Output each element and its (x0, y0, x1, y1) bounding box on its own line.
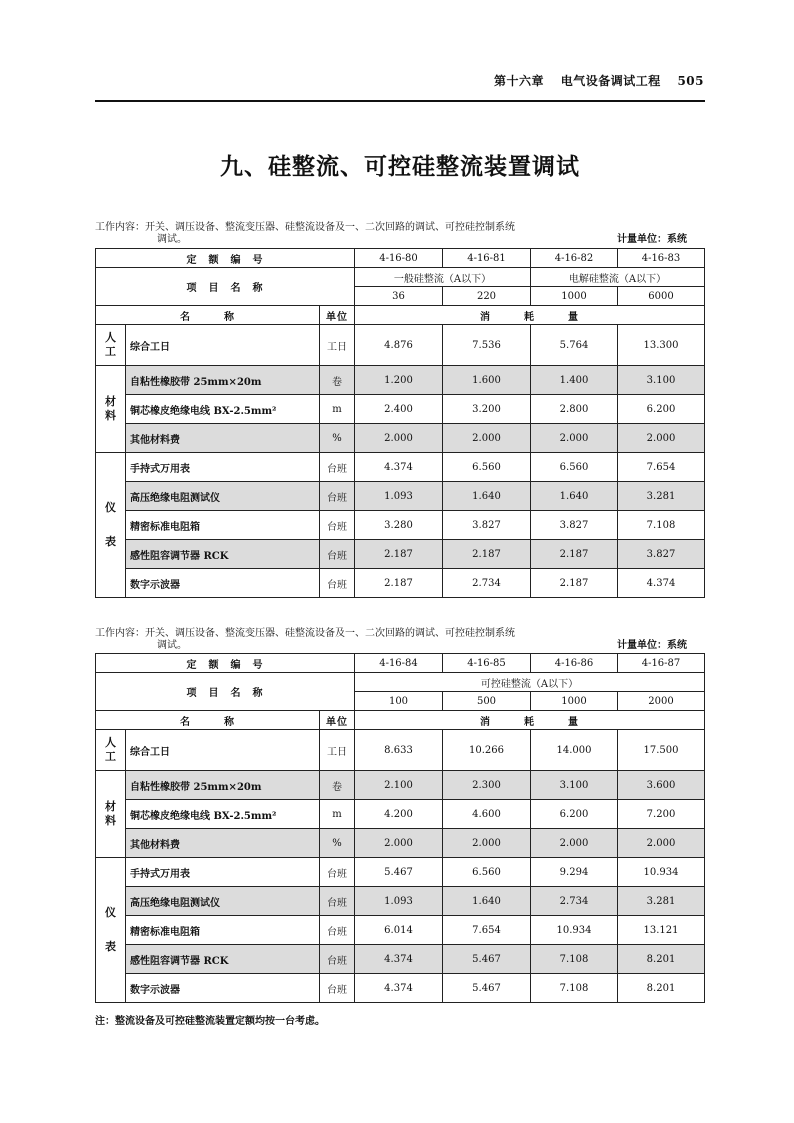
code-cell: 4-16-85 (443, 654, 531, 673)
work-content-2 (95, 628, 705, 652)
group-row (96, 268, 705, 287)
consumption-header: 消 耗 量 (355, 306, 705, 325)
row-unit: 台班 (320, 569, 355, 598)
row-name: 手持式万用表 (126, 453, 320, 482)
sub-cell: 100 (355, 692, 443, 711)
row-value: 3.100 (531, 771, 618, 800)
row-value: 2.187 (443, 540, 531, 569)
row-value: 5.467 (355, 858, 443, 887)
row-unit: 卷 (320, 366, 355, 395)
sub-cell: 2000 (618, 692, 705, 711)
code-cell: 4-16-82 (531, 249, 618, 268)
row-unit: 台班 (320, 974, 355, 1003)
group-header: 电解硅整流（A以下） (531, 268, 705, 287)
code-cell: 4-16-84 (355, 654, 443, 673)
row-value: 5.467 (443, 974, 531, 1003)
column-header-row (96, 711, 705, 730)
row-name: 自粘性橡胶带 25mm×20m (126, 366, 320, 395)
row-value: 13.300 (618, 325, 705, 366)
column-header-row (96, 306, 705, 325)
row-unit: m (320, 800, 355, 829)
row-name: 精密标准电阻箱 (126, 511, 320, 540)
page-number: 505 (677, 74, 704, 88)
row-value: 3.827 (531, 511, 618, 540)
code-cell: 4-16-83 (618, 249, 705, 268)
table-row (96, 482, 705, 511)
row-value: 4.600 (443, 800, 531, 829)
row-value: 3.280 (355, 511, 443, 540)
table-row (96, 974, 705, 1003)
table-row (96, 395, 705, 424)
row-value: 7.200 (618, 800, 705, 829)
unit-header: 单位 (320, 711, 355, 730)
row-name: 其他材料费 (126, 424, 320, 453)
header-rule (95, 100, 705, 102)
row-unit: 台班 (320, 945, 355, 974)
row-name: 感性阻容调节器 RCK (126, 945, 320, 974)
table-row (96, 730, 705, 771)
row-value: 2.100 (355, 771, 443, 800)
row-name: 数字示波器 (126, 974, 320, 1003)
row-value: 1.093 (355, 482, 443, 511)
row-value: 17.500 (618, 730, 705, 771)
measure-unit-label: 计量单位：系统 (617, 640, 687, 651)
footnote: 注：整流设备及可控硅整流装置定额均按一台考虑。 (95, 1016, 325, 1027)
work-content-cont: 调试。 (157, 234, 187, 245)
work-content-cont: 调试。 (157, 640, 187, 651)
table-row (96, 829, 705, 858)
table-row (96, 858, 705, 887)
table-row (96, 325, 705, 366)
row-name: 高压绝缘电阻测试仪 (126, 887, 320, 916)
row-value: 2.000 (618, 424, 705, 453)
row-unit: 台班 (320, 453, 355, 482)
row-name: 综合工日 (126, 730, 320, 771)
row-name: 感性阻容调节器 RCK (126, 540, 320, 569)
row-value: 9.294 (531, 858, 618, 887)
row-unit: % (320, 424, 355, 453)
row-value: 6.200 (618, 395, 705, 424)
row-value: 14.000 (531, 730, 618, 771)
row-unit: m (320, 395, 355, 424)
table-row (96, 945, 705, 974)
row-value: 2.734 (443, 569, 531, 598)
row-value: 8.633 (355, 730, 443, 771)
row-unit: 台班 (320, 540, 355, 569)
row-name: 数字示波器 (126, 569, 320, 598)
category-instrument-char2: 表 (105, 940, 116, 953)
row-value: 1.600 (443, 366, 531, 395)
category-instrument-char1: 仪 (105, 501, 116, 514)
name-header: 名 称 (96, 711, 320, 730)
row-value: 1.093 (355, 887, 443, 916)
work-content-text: 工作内容：开关、调压设备、整流变压器、硅整流设备及一、二次回路的调试、可控硅控制系统 (95, 628, 515, 639)
row-name: 铜芯橡皮绝缘电线 BX-2.5mm² (126, 800, 320, 829)
row-value: 5.764 (531, 325, 618, 366)
row-value: 8.201 (618, 945, 705, 974)
row-value: 2.734 (531, 887, 618, 916)
row-value: 3.281 (618, 887, 705, 916)
measure-unit-label: 计量单位：系统 (617, 234, 687, 245)
row-value: 5.467 (443, 945, 531, 974)
name-header: 名 称 (96, 306, 320, 325)
section-label: 电气设备调试工程 (560, 74, 661, 88)
row-value: 4.374 (355, 453, 443, 482)
row-unit: % (320, 829, 355, 858)
row-value: 2.187 (531, 569, 618, 598)
code-cell: 4-16-86 (531, 654, 618, 673)
category-instrument (96, 453, 126, 598)
row-value: 2.000 (531, 424, 618, 453)
item-name-label: 项 目 名 称 (96, 268, 355, 306)
row-value: 6.560 (443, 453, 531, 482)
row-unit: 台班 (320, 511, 355, 540)
quota-table-1 (95, 248, 705, 598)
row-name: 高压绝缘电阻测试仪 (126, 482, 320, 511)
row-value: 1.640 (531, 482, 618, 511)
sub-cell: 1000 (531, 287, 618, 306)
table-row (96, 453, 705, 482)
table-row (96, 540, 705, 569)
group-header: 可控硅整流（A以下） (355, 673, 705, 692)
row-value: 13.121 (618, 916, 705, 945)
row-value: 4.876 (355, 325, 443, 366)
code-cell: 4-16-80 (355, 249, 443, 268)
quota-no-label: 定 额 编 号 (96, 249, 355, 268)
row-value: 6.200 (531, 800, 618, 829)
row-value: 6.560 (443, 858, 531, 887)
row-value: 2.000 (443, 829, 531, 858)
row-value: 7.654 (618, 453, 705, 482)
table-row (96, 800, 705, 829)
row-value: 2.000 (443, 424, 531, 453)
row-unit: 台班 (320, 482, 355, 511)
row-value: 6.014 (355, 916, 443, 945)
consumption-header: 消 耗 量 (355, 711, 705, 730)
category-labor: 人 工 (96, 325, 126, 366)
row-value: 1.200 (355, 366, 443, 395)
row-value: 7.536 (443, 325, 531, 366)
row-value: 2.000 (355, 829, 443, 858)
row-value: 7.108 (531, 945, 618, 974)
row-value: 1.400 (531, 366, 618, 395)
row-unit: 台班 (320, 887, 355, 916)
code-row (96, 249, 705, 268)
row-value: 4.374 (618, 569, 705, 598)
group-header: 一般硅整流（A以下） (355, 268, 531, 287)
row-value: 3.827 (618, 540, 705, 569)
row-value: 3.827 (443, 511, 531, 540)
item-name-label: 项 目 名 称 (96, 673, 355, 711)
sub-cell: 36 (355, 287, 443, 306)
row-name: 手持式万用表 (126, 858, 320, 887)
group-row (96, 673, 705, 692)
sub-cell: 1000 (531, 692, 618, 711)
row-unit: 卷 (320, 771, 355, 800)
row-value: 2.187 (355, 540, 443, 569)
row-value: 2.187 (531, 540, 618, 569)
table-row (96, 366, 705, 395)
row-value: 2.800 (531, 395, 618, 424)
table-row (96, 569, 705, 598)
category-instrument-char2: 表 (105, 535, 116, 548)
category-material: 材 料 (96, 366, 126, 453)
row-value: 6.560 (531, 453, 618, 482)
table-row (96, 424, 705, 453)
row-value: 2.000 (531, 829, 618, 858)
row-value: 7.654 (443, 916, 531, 945)
row-value: 2.400 (355, 395, 443, 424)
running-header (95, 72, 704, 89)
table-row (96, 916, 705, 945)
row-value: 3.200 (443, 395, 531, 424)
row-unit: 工日 (320, 325, 355, 366)
row-unit: 台班 (320, 916, 355, 945)
row-value: 1.640 (443, 887, 531, 916)
work-content-text: 工作内容：开关、调压设备、整流变压器、硅整流设备及一、二次回路的调试、可控硅控制系统 (95, 222, 515, 233)
category-instrument-char1: 仪 (105, 906, 116, 919)
chapter-label: 第十六章 (494, 74, 545, 88)
row-value: 7.108 (618, 511, 705, 540)
quota-no-label: 定 额 编 号 (96, 654, 355, 673)
row-unit: 工日 (320, 730, 355, 771)
row-name: 自粘性橡胶带 25mm×20m (126, 771, 320, 800)
code-cell: 4-16-81 (443, 249, 531, 268)
row-value: 4.374 (355, 945, 443, 974)
row-value: 10.266 (443, 730, 531, 771)
category-labor: 人 工 (96, 730, 126, 771)
table-row (96, 771, 705, 800)
row-value: 10.934 (531, 916, 618, 945)
row-value: 1.640 (443, 482, 531, 511)
code-row (96, 654, 705, 673)
row-unit: 台班 (320, 858, 355, 887)
category-instrument (96, 858, 126, 1003)
sub-cell: 500 (443, 692, 531, 711)
row-value: 3.600 (618, 771, 705, 800)
row-value: 4.374 (355, 974, 443, 1003)
row-name: 其他材料费 (126, 829, 320, 858)
table-row (96, 887, 705, 916)
code-cell: 4-16-87 (618, 654, 705, 673)
row-value: 7.108 (531, 974, 618, 1003)
table-row (96, 511, 705, 540)
work-content-1 (95, 222, 705, 246)
category-material: 材 料 (96, 771, 126, 858)
sub-cell: 220 (443, 287, 531, 306)
row-value: 4.200 (355, 800, 443, 829)
row-name: 综合工日 (126, 325, 320, 366)
row-name: 铜芯橡皮绝缘电线 BX-2.5mm² (126, 395, 320, 424)
row-value: 10.934 (618, 858, 705, 887)
quota-table-2 (95, 653, 705, 1003)
sub-cell: 6000 (618, 287, 705, 306)
row-value: 2.187 (355, 569, 443, 598)
page-title: 九、硅整流、可控硅整流装置调试 (220, 153, 580, 180)
row-value: 2.300 (443, 771, 531, 800)
row-value: 2.000 (355, 424, 443, 453)
row-value: 3.281 (618, 482, 705, 511)
unit-header: 单位 (320, 306, 355, 325)
row-value: 8.201 (618, 974, 705, 1003)
row-value: 2.000 (618, 829, 705, 858)
row-name: 精密标准电阻箱 (126, 916, 320, 945)
row-value: 3.100 (618, 366, 705, 395)
